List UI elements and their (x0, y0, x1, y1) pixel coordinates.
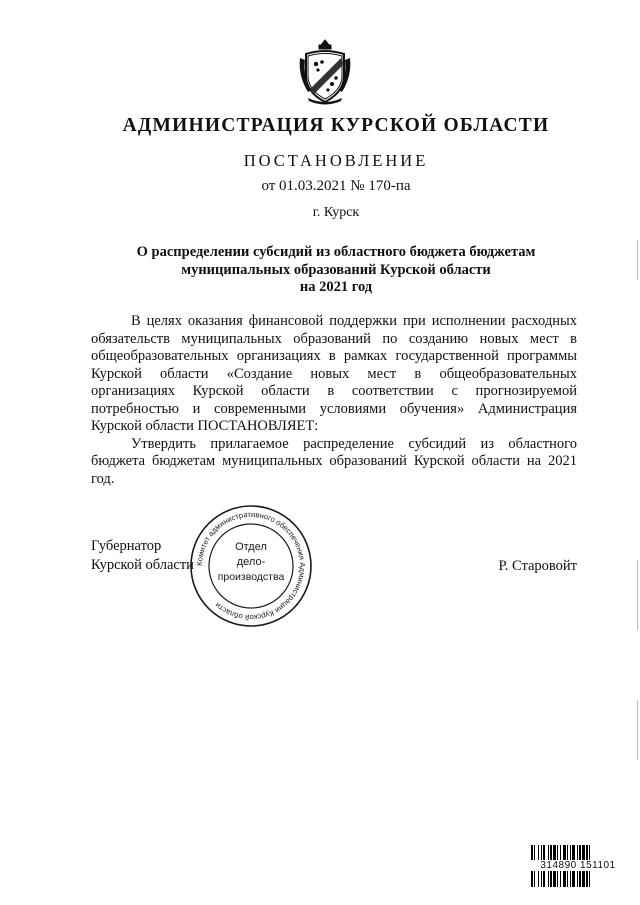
date-number: от 01.03.2021 № 170-па (261, 178, 411, 194)
organization-title: АДМИНИСТРАЦИЯ КУРСКОЙ ОБЛАСТИ (122, 115, 550, 136)
subject-line-2: муниципальных образований Курской области (181, 261, 491, 278)
document-subject (100, 244, 572, 297)
body-paragraph-1: В целях оказания финансовой поддержки при исполнении расходных обязательств муниципальных образований по созданию новых мест в общеобразовательных организациях в рамках государственной программы Курской области «Создание новых мест в общеобразовательных организациях Курской области в соответствии с прогнозируемой потребностью и современными условиями обучения» Администрация Курской области ПОСТАНОВЛЯЕТ: (91, 313, 577, 434)
body-paragraph-2: Утвердить прилагаемое распределение субсидий из областного бюджета бюджетам муниципальных образований Курской области на 2021 год. (91, 435, 577, 487)
stamp-line-3: производства (217, 571, 285, 583)
city: г. Курск (312, 205, 360, 220)
barcode-number: 314890 151101 (530, 860, 626, 871)
signer-position-line-1: Губернатор (91, 538, 162, 554)
subject-line-1: О распределении субсидий из областного бюджета бюджетам (136, 244, 536, 260)
stamp-line-1: Отдел (235, 541, 267, 553)
subject-line-3: на 2021 год (299, 279, 373, 295)
document-body (91, 313, 577, 488)
stamp-line-2: дело- (236, 556, 266, 568)
coat-of-arms-icon (298, 38, 352, 106)
document-type: ПОСТАНОВЛЕНИЕ (243, 151, 429, 170)
signer-name: Р. Старовойт (498, 558, 577, 574)
scan-edge-mark (637, 240, 638, 280)
office-stamp (188, 503, 314, 629)
signer-position (91, 537, 194, 575)
scan-edge-mark (637, 700, 638, 760)
scan-edge-mark (637, 560, 638, 630)
signer-position-line-2: Курской области (91, 557, 194, 573)
stamp-ring-text: Комитет административного обеспечения Администрации Курской области (194, 509, 308, 623)
